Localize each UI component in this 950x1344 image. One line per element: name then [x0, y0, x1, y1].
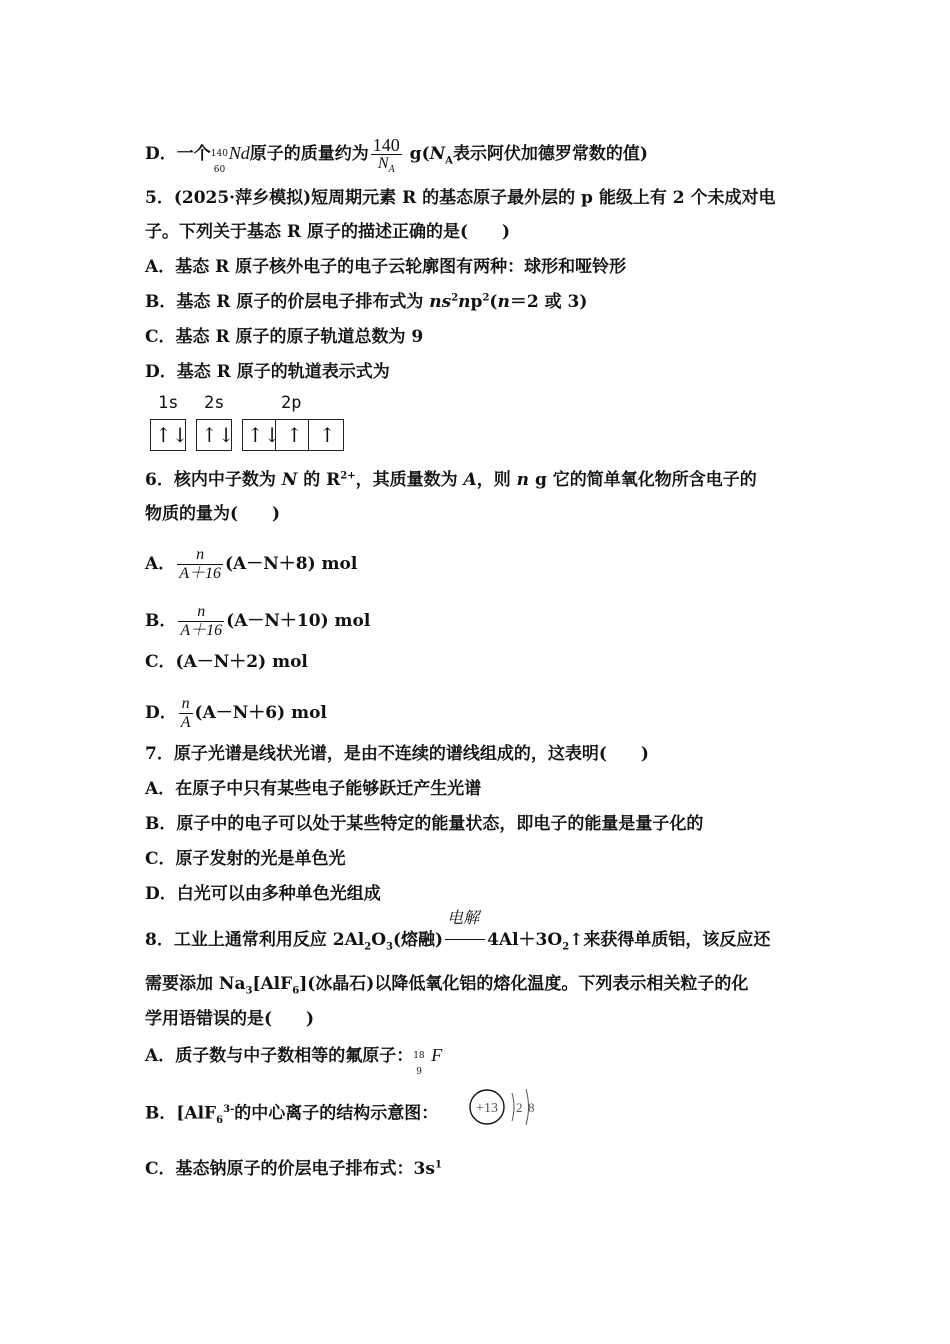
orbital-box-1s [150, 419, 189, 451]
option-text: C．基态钠原子的价层电子排布式：3s [145, 1159, 435, 1179]
nuclide-mass: 18 [413, 1050, 425, 1061]
q6-option-b [145, 603, 370, 640]
subscript: 2 [562, 941, 570, 953]
subscript: 6 [216, 1115, 224, 1127]
electron-pair-arrows: ↑↓ [247, 423, 281, 447]
stem-text: 8．工业上通常利用反应 2Al [145, 930, 365, 950]
q6-stem-line1 [145, 468, 757, 492]
var-n: N [281, 470, 298, 490]
den-symbol: N [377, 155, 389, 172]
reaction-line [445, 939, 485, 942]
reaction-condition: 电解 [447, 908, 480, 927]
electron-pair-arrows: ↑↓ [201, 423, 235, 447]
var-a: A [463, 470, 477, 490]
electron-up-arrow: ↑ [286, 423, 303, 447]
orbital-label-1s: 1s [158, 393, 179, 413]
nuclide-nd [210, 144, 229, 175]
fraction-denominator [371, 154, 402, 176]
p-term: p [470, 292, 483, 312]
option-text-3: 表示阿伏加德罗常数的值) [452, 144, 648, 164]
subscript: 3 [386, 941, 393, 953]
nuclide-symbol: Nd [228, 143, 250, 163]
fraction-numerator: n [181, 695, 190, 712]
option-text-2: g( [403, 144, 430, 164]
q5-option-c: C．基态 R 原子的原子轨道总数为 9 [145, 327, 424, 347]
nuclide-symbol: F [431, 1045, 443, 1065]
q5-stem-line1: 5．(2025·萍乡模拟)短周期元素 R 的基态原子最外层的 p 能级上有 2 个未成对电 [145, 188, 776, 208]
n-var: n [497, 292, 510, 312]
nuclide-number: 60 [213, 164, 226, 175]
reaction-arrow [443, 908, 487, 952]
option-text: A．质子数与中子数相等的氟原子： [145, 1046, 414, 1066]
q8-option-b [145, 1098, 438, 1126]
ns-term: ns [429, 292, 452, 312]
fraction-denominator: A＋16 [180, 622, 223, 639]
fraction [177, 546, 223, 583]
q8-stem-line2 [145, 972, 748, 996]
q7-option-d: D．白光可以由多种单色光组成 [145, 884, 381, 904]
nuclide-number: 9 [416, 1066, 422, 1077]
option-tail: (A－N＋8) mol [224, 554, 358, 574]
paren: ( [489, 292, 498, 312]
prev-option-d [145, 135, 648, 176]
electron-up-arrow: ↑ [319, 423, 336, 447]
orbital-box-2s [196, 419, 235, 451]
superscript: 3- [223, 1104, 235, 1115]
option-tail: (A－N＋6) mol [194, 703, 327, 723]
fraction-denominator: A [180, 714, 191, 731]
q7-option-c: C．原子发射的光是单色光 [145, 849, 346, 869]
orbital-cell-2p-3 [309, 420, 341, 450]
orbital-label-2s: 2s [204, 393, 225, 413]
den-subscript: A [388, 164, 395, 176]
stem-text: g 它的简单氧化物所含电子的 [529, 470, 757, 490]
stem-text: ](冰晶石)以降低氧化铝的熔化温度。下列表示相关粒子的化 [299, 974, 749, 994]
stem-text: ，则 [476, 470, 517, 490]
fraction-numerator: n [196, 546, 205, 563]
stem-text: O [371, 930, 387, 950]
stem-text: 4Al＋3O [487, 930, 563, 950]
shell-electrons-1: 2 [516, 1100, 523, 1115]
q5-option-d: D．基态 R 原子的轨道表示式为 [145, 362, 390, 382]
var-small-n: n [516, 470, 530, 490]
q5-option-b: B．基态 R 原子的价层电子排布式为 $ns^2np^2(n=2$ 或 3) [145, 292, 588, 312]
fraction-numerator: 140 [372, 135, 400, 155]
fraction-numerator: n [197, 603, 206, 620]
nucleus-charge: +13 [476, 1101, 498, 1116]
stem-text: [AlF [252, 974, 293, 994]
na-subscript: A [445, 155, 453, 167]
q7-option-a: A．在原子中只有某些电子能够跃迁产生光谱 [145, 779, 482, 799]
fraction-140-na [371, 135, 402, 176]
option-label: D． [145, 703, 177, 723]
option-label: D．一个 [145, 144, 211, 164]
option-label: B． [145, 611, 177, 631]
ion-charge: 2+ [340, 470, 356, 482]
stem-text: (熔融) [392, 930, 444, 950]
fraction [179, 695, 193, 732]
fraction [178, 603, 224, 640]
option-tail: (A－N＋10) mol [226, 611, 371, 631]
option-text: B．基态 R 原子的价层电子排布式为 [145, 292, 430, 312]
orbital-cell-2p-1 [243, 420, 281, 450]
nuclide-f [413, 1046, 431, 1077]
q8-option-c [145, 1157, 442, 1181]
superscript: 1 [434, 1159, 442, 1171]
atomic-structure-diagram [468, 1087, 540, 1131]
option-text: B．[AlF [145, 1103, 217, 1124]
q5-option-a: A．基态 R 原子核外电子的电子云轮廓图有两种：球形和哑铃形 [145, 257, 627, 277]
subscript: 3 [245, 985, 253, 997]
shell-arc-1 [512, 1093, 514, 1121]
nuclide-mass: 140 [210, 148, 228, 159]
stem-text: 6．核内中子数为 [145, 470, 282, 490]
shell-electrons-2: 8 [528, 1100, 535, 1115]
option-text: 原子的质量约为 [249, 144, 369, 164]
q6-option-a [145, 546, 357, 583]
na-symbol: N [429, 144, 446, 164]
option-tail: ＝2 或 3) [509, 292, 588, 312]
electron-pair-arrows: ↑↓ [155, 423, 189, 447]
orbital-label-2p: 2p [281, 393, 302, 413]
q8-stem-line3: 学用语错误的是( ) [145, 1009, 315, 1029]
orbital-box-2p [242, 419, 344, 451]
q8-option-a [145, 1043, 443, 1077]
n-term: n [458, 292, 471, 312]
subscript: 6 [292, 985, 300, 997]
q8-stem-line1 [145, 908, 771, 953]
orbital-cell-2p-2 [276, 420, 309, 450]
q6-option-d [145, 695, 327, 732]
subscript: 2 [364, 941, 372, 953]
option-label: A． [145, 554, 176, 574]
q6-stem-line2: 物质的量为( ) [145, 504, 281, 524]
stem-text: ↑来获得单质铝，该反应还 [569, 930, 771, 950]
stem-text: 需要添加 Na [145, 974, 246, 994]
stem-text: 的 R [297, 470, 341, 490]
stem-text: ，其质量数为 [355, 470, 464, 490]
option-text-2: 的中心离子的结构示意图： [234, 1103, 439, 1124]
fraction-denominator: A＋16 [179, 565, 221, 582]
q7-stem: 7．原子光谱是线状光谱，是由不连续的谱线组成的，这表明( ) [145, 744, 649, 764]
q7-option-b: B．原子中的电子可以处于某些特定的能量状态，即电子的能量是量子化的 [145, 814, 704, 834]
q6-option-c: C．(A－N＋2) mol [145, 652, 308, 672]
q5-stem-line2: 子。下列关于基态 R 原子的描述正确的是( ) [145, 222, 511, 242]
